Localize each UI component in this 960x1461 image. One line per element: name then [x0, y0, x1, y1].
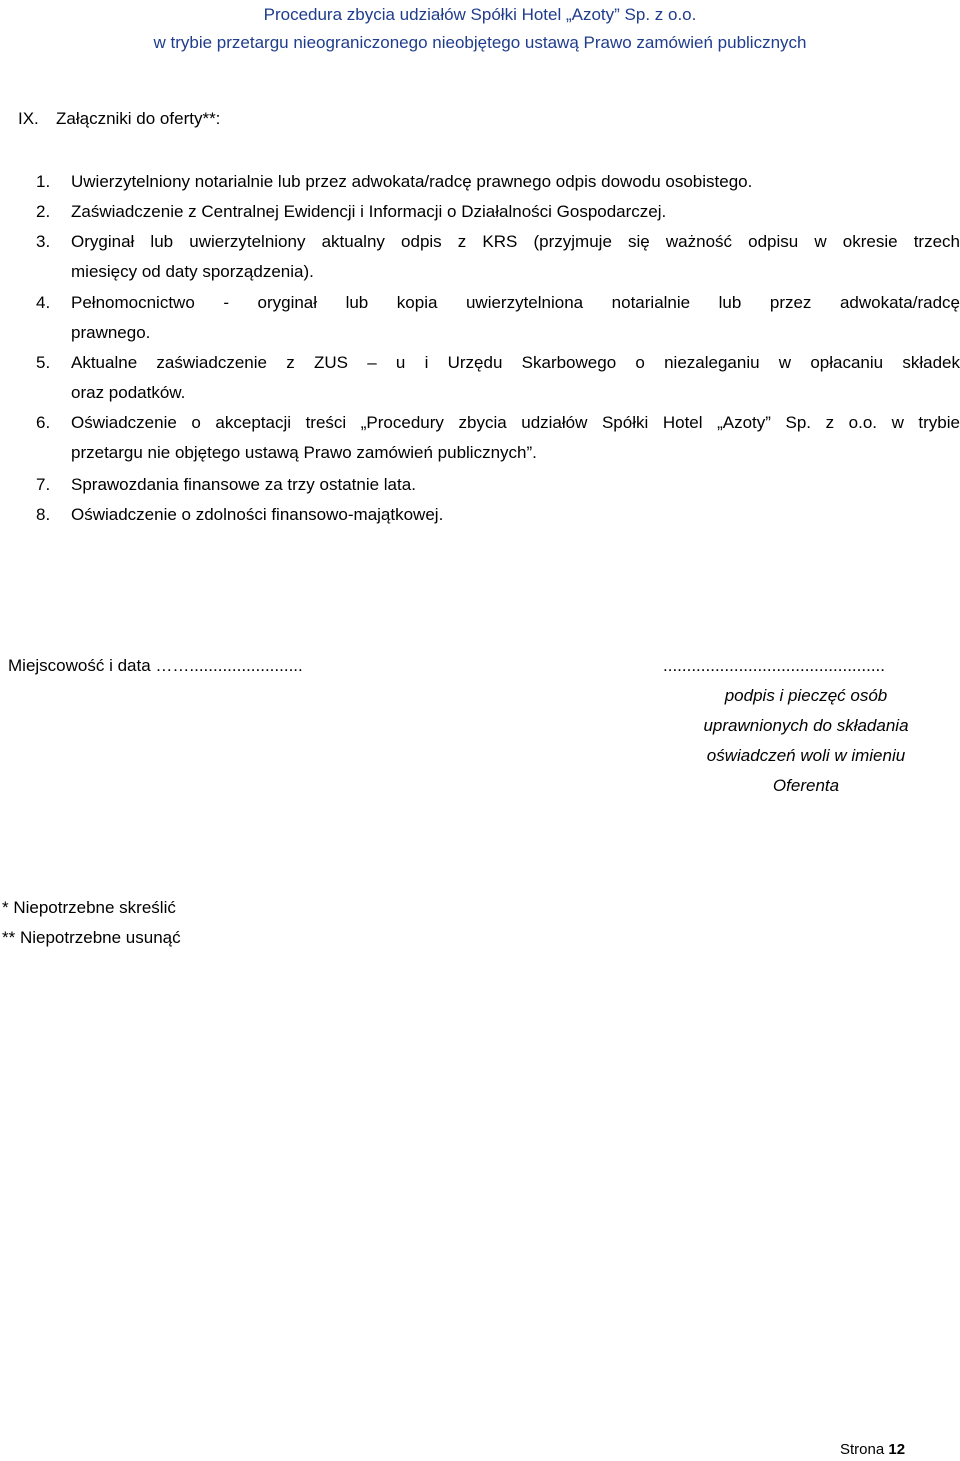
signature-caption-line: Oferenta — [772, 776, 840, 795]
list-item-number: 2. — [36, 202, 51, 221]
list-item-text: Pełnomocnictwo - oryginał lub kopia uwierzytelniona notarialnie lub przez adwokata/radcę — [71, 293, 960, 312]
list-item-text: Oryginał lub uwierzytelniony aktualny odpis z KRS (przyjmuje się ważność odpisu w okresie trzech — [71, 232, 960, 251]
section-number: IX. — [18, 109, 39, 128]
list-item — [36, 408, 960, 468]
list-item-number: 8. — [36, 505, 51, 524]
signature-caption-line: oświadczeń woli w imieniu — [706, 746, 906, 765]
header-subtitle: w trybie przetargu nieograniczonego nieobjętego ustawą Prawo zamówień publicznych — [153, 33, 807, 52]
list-item-text-continued: oraz podatków. — [71, 383, 186, 402]
list-item — [36, 227, 960, 287]
list-item-number: 3. — [36, 232, 51, 251]
list-item-text-continued: prawnego. — [71, 323, 151, 342]
footnote: ** Niepotrzebne usunąć — [2, 928, 181, 947]
list-item-number: 4. — [36, 293, 51, 312]
list-item-text-continued: przetargu nie objętego ustawą Prawo zamówień publicznych”. — [71, 443, 537, 462]
section-title: Załączniki do oferty**: — [56, 109, 221, 128]
list-item-text: Oświadczenie o zdolności finansowo-majątkowej. — [71, 505, 444, 524]
signature-caption-line: podpis i pieczęć osób — [724, 686, 888, 705]
list-item-text: Oświadczenie o akceptacji treści „Procedury zbycia udziałów Spółki Hotel „Azoty” Sp. z o.o. w trybie — [71, 413, 960, 432]
list-item — [36, 500, 960, 530]
list-item — [36, 167, 960, 197]
footnote: * Niepotrzebne skreślić — [2, 898, 176, 917]
list-item-text: Uwierzytelniony notarialnie lub przez adwokata/radcę prawnego odpis dowodu osobistego. — [71, 172, 753, 191]
list-item-text-continued: miesięcy od daty sporządzenia). — [71, 262, 314, 281]
list-item — [36, 348, 960, 408]
list-item — [36, 470, 960, 500]
page-number-label: Strona — [840, 1441, 885, 1458]
section-heading — [18, 107, 220, 131]
signature-line: ............................................... — [663, 656, 885, 675]
list-item — [36, 288, 960, 348]
list-item-text: Zaświadczenie z Centralnej Ewidencji i Informacji o Działalności Gospodarczej. — [71, 202, 667, 221]
list-item-number: 6. — [36, 413, 51, 432]
list-item-number: 1. — [36, 172, 51, 191]
list-item-number: 5. — [36, 353, 51, 372]
place-date-field: Miejscowość i data ……........................ — [8, 656, 303, 675]
list-item-text: Sprawozdania finansowe za trzy ostatnie lata. — [71, 475, 416, 494]
page-number — [840, 1439, 905, 1461]
header-title: Procedura zbycia udziałów Spółki Hotel „Azoty” Sp. z o.o. — [263, 5, 697, 24]
list-item-text: Aktualne zaświadczenie z ZUS – u i Urzędu Skarbowego o niezaleganiu w opłacaniu składek — [71, 353, 960, 372]
list-item-number: 7. — [36, 475, 51, 494]
page-number-value: 12 — [888, 1441, 906, 1458]
signature-caption-line: uprawnionych do składania — [703, 716, 909, 735]
list-item — [36, 197, 960, 227]
signature-caption — [660, 681, 952, 801]
